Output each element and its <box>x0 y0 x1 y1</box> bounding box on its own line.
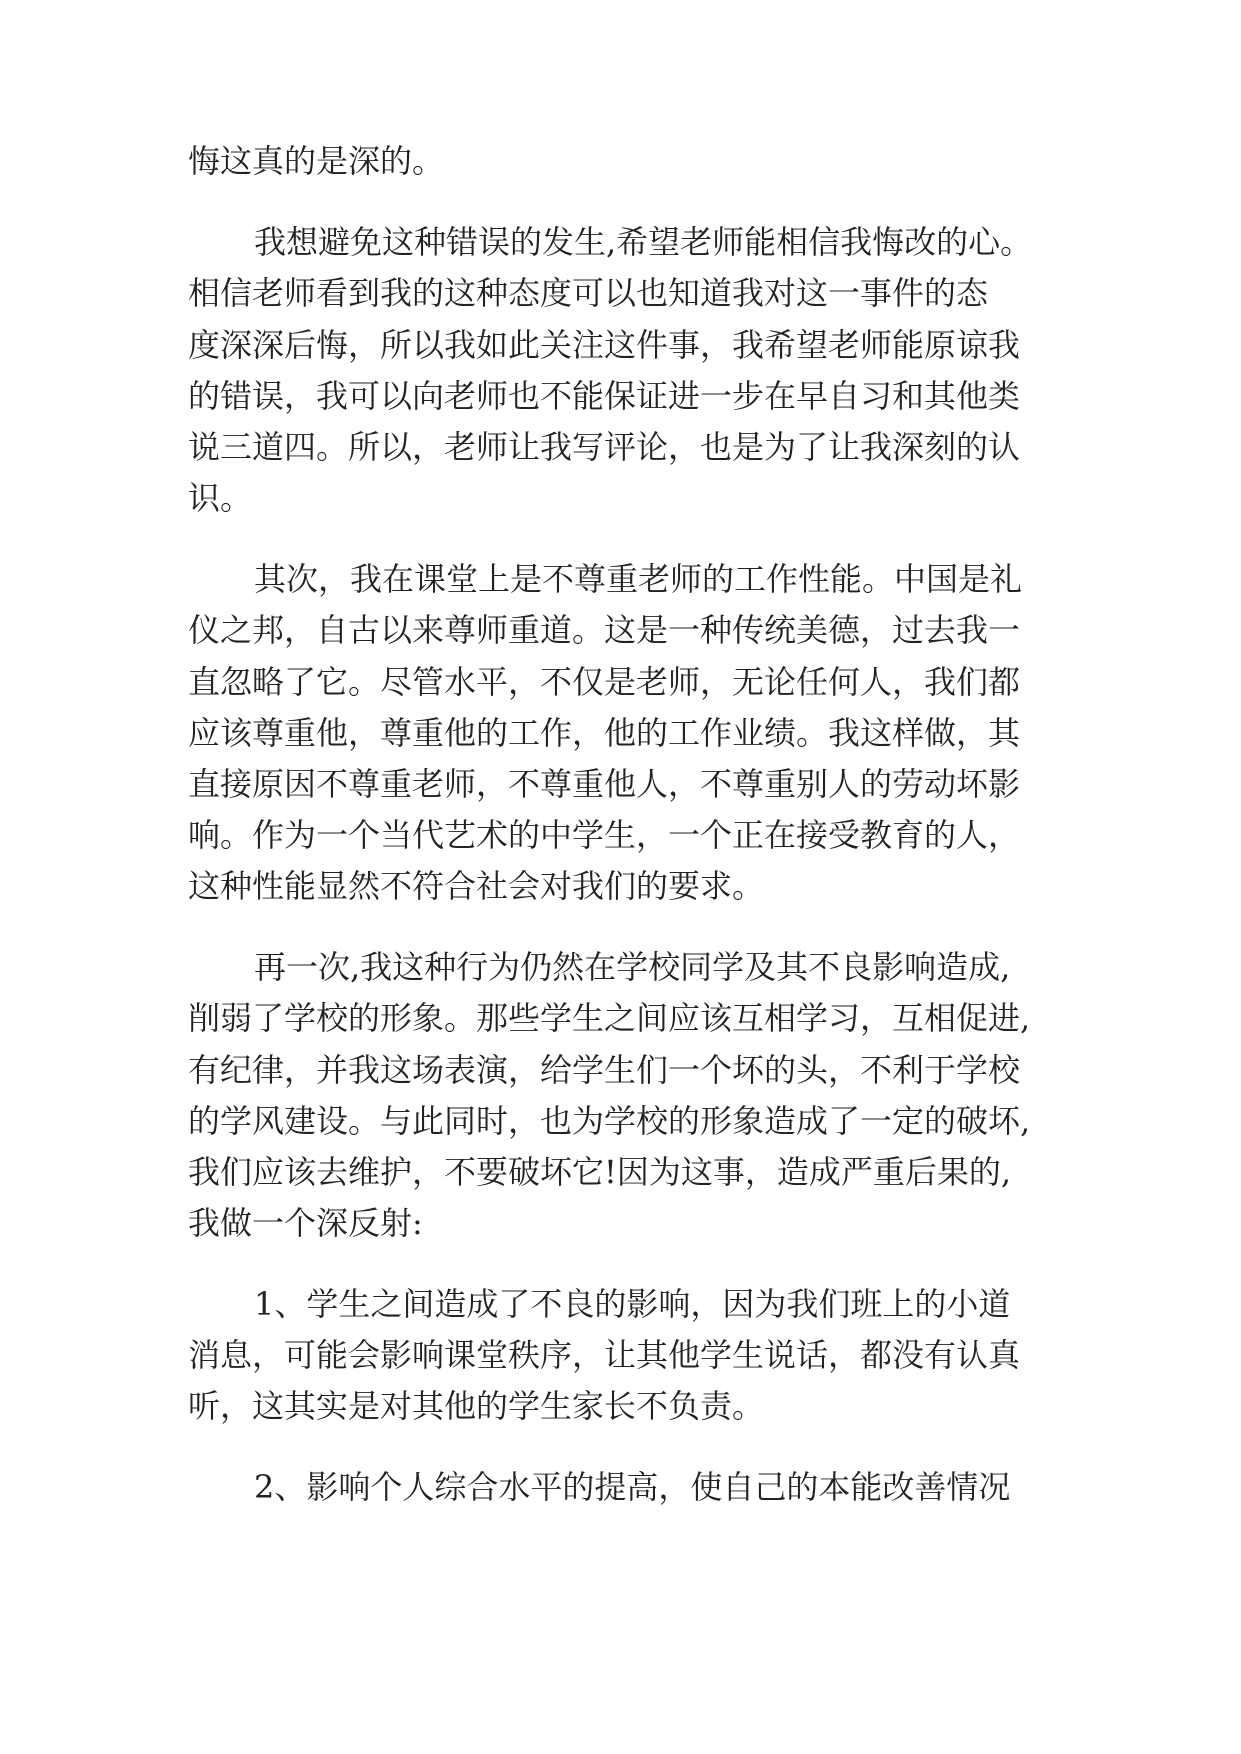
text-line-10: 直忽略了它。尽管水平，不仅是老师，无论任何人，我们都 <box>188 663 1021 701</box>
text-line-8: 其次，我在课堂上是不尊重老师的工作性能。中国是礼 <box>254 560 1023 598</box>
text-line-1: 悔这真的是深的。 <box>188 142 445 180</box>
text-line-19: 我们应该去维护，不要破坏它!因为这事，造成严重后果的, <box>188 1153 1012 1191</box>
text-line-22: 消息，可能会影响课堂秩序，让其他学生说话，都没有认真 <box>188 1336 1021 1374</box>
text-line-2: 我想避免这种错误的发生,希望老师能相信我悔改的心。 <box>254 223 1033 261</box>
text-line-15: 再一次,我这种行为仍然在学校同学及其不良影响造成, <box>254 948 1011 986</box>
text-line-4: 度深深后悔，所以我如此关注这件事，我希望老师能原谅我 <box>188 326 1021 364</box>
text-line-16: 削弱了学校的形象。那些学生之间应该互相学习，互相促进, <box>188 999 1031 1037</box>
text-line-9: 仪之邦，自古以来尊师重道。这是一种传统美德，过去我一 <box>188 611 1021 649</box>
text-line-17: 有纪律，并我这场表演，给学生们一个坏的头，不利于学校 <box>188 1051 1021 1089</box>
text-line-14: 这种性能显然不符合社会对我们的要求。 <box>188 867 765 905</box>
text-line-13: 响。作为一个当代艺术的中学生，一个正在接受教育的人， <box>188 816 1021 854</box>
text-line-6: 说三道四。所以，老师让我写评论，也是为了让我深刻的认 <box>188 428 1021 466</box>
text-line-7: 识。 <box>188 479 253 517</box>
text-line-23: 听，这其实是对其他的学生家长不负责。 <box>188 1387 765 1425</box>
text-line-21: 1、学生之间造成了不良的影响，因为我们班上的小道 <box>254 1285 1011 1323</box>
text-line-11: 应该尊重他，尊重他的工作，他的工作业绩。我这样做，其 <box>188 714 1021 752</box>
text-line-3: 相信老师看到我的这种态度可以也知道我对这一事件的态 <box>188 274 989 312</box>
text-line-20: 我做一个深反射: <box>188 1204 423 1242</box>
text-line-24: 2、影响个人综合水平的提高，使自己的本能改善情况 <box>254 1468 1011 1506</box>
text-line-5: 的错误，我可以向老师也不能保证进一步在早自习和其他类 <box>188 377 1021 415</box>
text-line-18: 的学风建设。与此同时，也为学校的形象造成了一定的破坏, <box>188 1102 1031 1140</box>
text-line-12: 直接原因不尊重老师，不尊重他人，不尊重别人的劳动坏影 <box>188 765 1021 803</box>
